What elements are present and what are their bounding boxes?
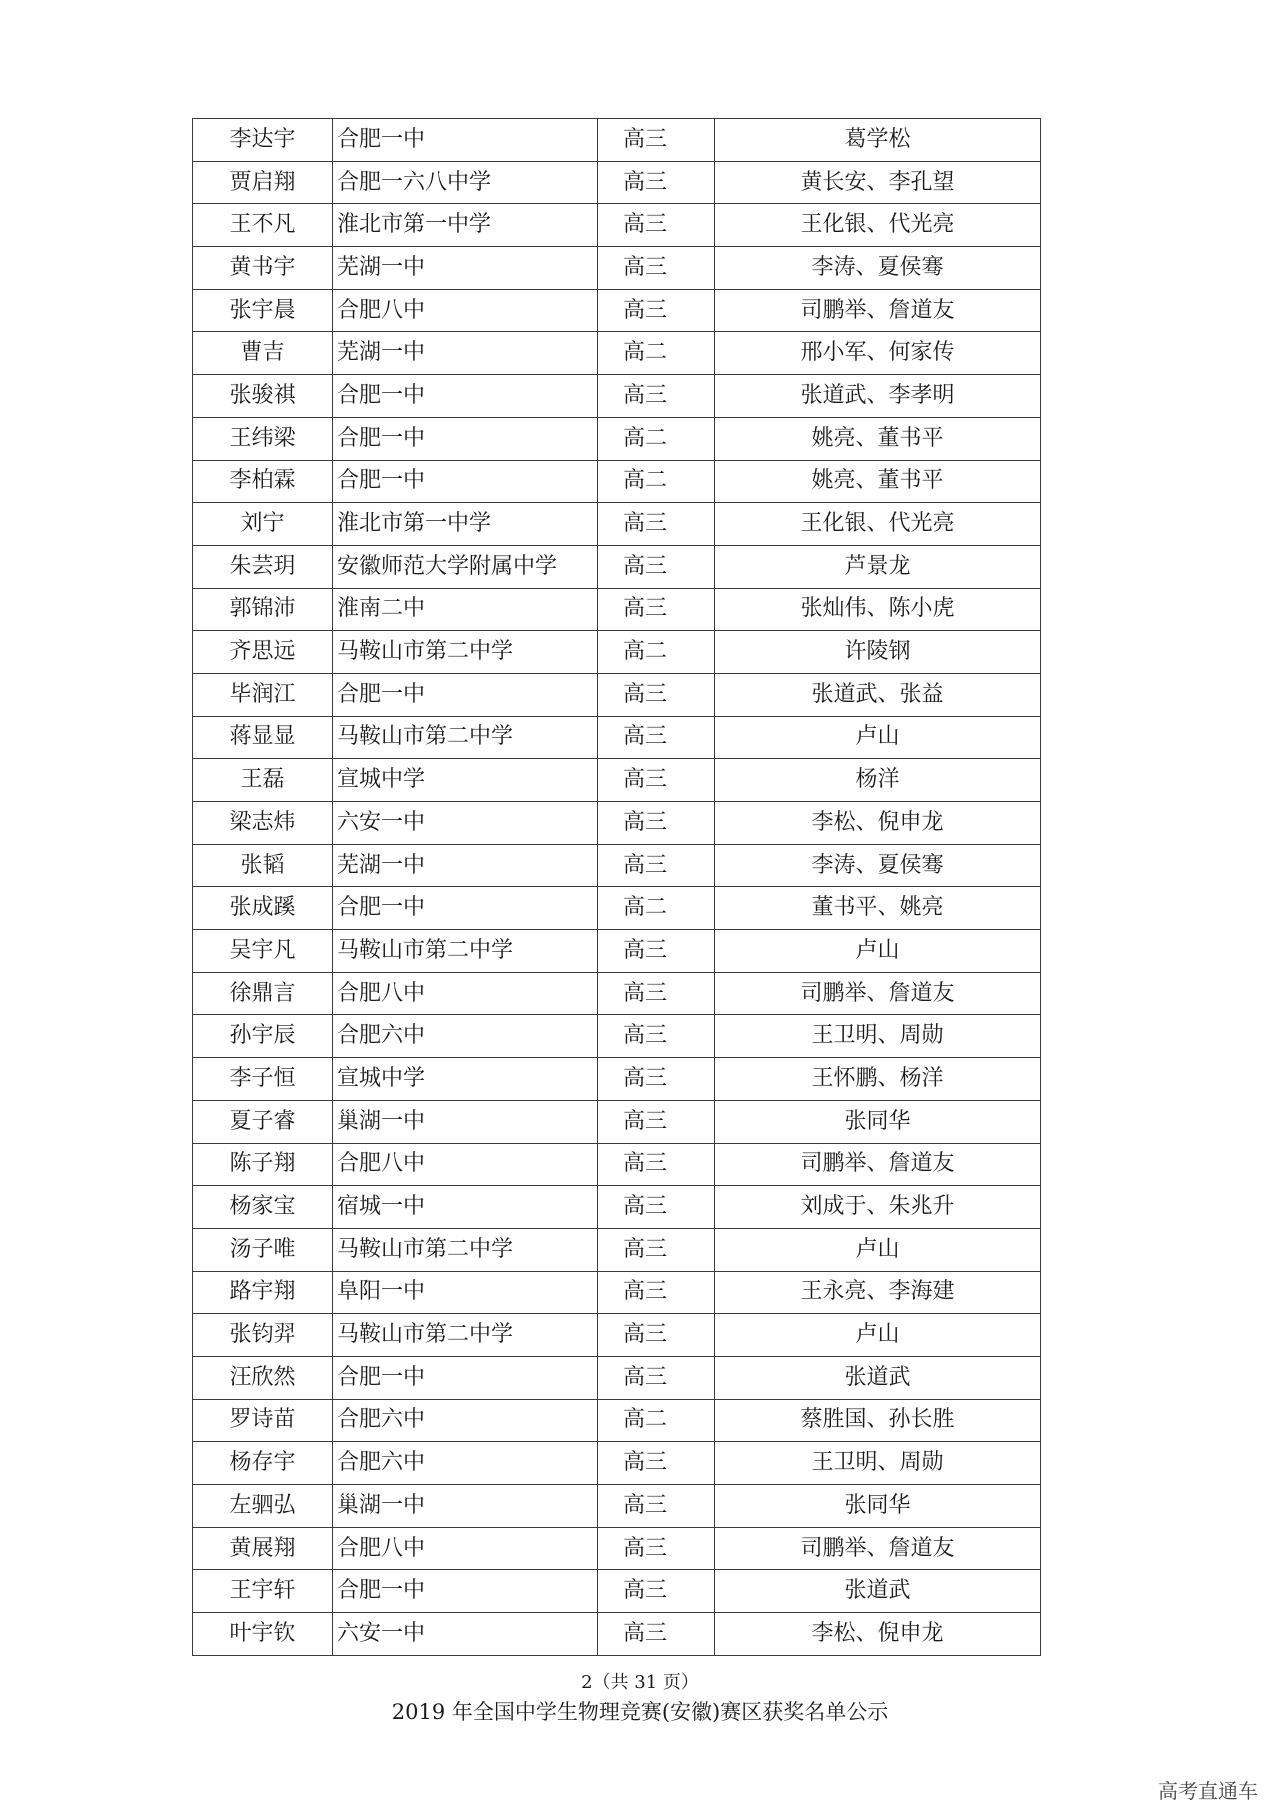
grade-cell: 高三 bbox=[598, 1356, 715, 1399]
school-cell: 合肥一中 bbox=[333, 673, 598, 716]
table-row bbox=[193, 631, 1041, 674]
grade-cell: 高三 bbox=[598, 1442, 715, 1485]
table-row bbox=[193, 1527, 1041, 1570]
school-cell: 淮北市第一中学 bbox=[333, 503, 598, 546]
document-title: 2019 年全国中学生物理竞赛(安徽)赛区获奖名单公示 bbox=[391, 1700, 889, 1724]
table-row bbox=[193, 1058, 1041, 1101]
school-cell: 马鞍山市第二中学 bbox=[333, 1314, 598, 1357]
grade-cell: 高三 bbox=[598, 716, 715, 759]
student-name-cell: 郭锦沛 bbox=[193, 588, 333, 631]
table-row bbox=[193, 375, 1041, 418]
coach-cell: 张道武 bbox=[715, 1356, 1041, 1399]
school-cell: 阜阳一中 bbox=[333, 1271, 598, 1314]
coach-cell: 张灿伟、陈小虎 bbox=[715, 588, 1041, 631]
student-name-cell: 汤子唯 bbox=[193, 1228, 333, 1271]
grade-cell: 高二 bbox=[598, 332, 715, 375]
grade-cell: 高二 bbox=[598, 1399, 715, 1442]
coach-cell: 刘成于、朱兆升 bbox=[715, 1186, 1041, 1229]
student-name-cell: 黄书宇 bbox=[193, 247, 333, 290]
table-row bbox=[193, 1399, 1041, 1442]
student-name-cell: 叶宇钦 bbox=[193, 1613, 333, 1656]
award-list-body bbox=[193, 119, 1041, 1656]
grade-cell: 高三 bbox=[598, 161, 715, 204]
coach-cell: 邢小军、何家传 bbox=[715, 332, 1041, 375]
table-row bbox=[193, 1100, 1041, 1143]
grade-cell: 高三 bbox=[598, 844, 715, 887]
coach-cell: 卢山 bbox=[715, 716, 1041, 759]
coach-cell: 姚亮、董书平 bbox=[715, 460, 1041, 503]
school-cell: 六安一中 bbox=[333, 1613, 598, 1656]
coach-cell: 卢山 bbox=[715, 1314, 1041, 1357]
table-row bbox=[193, 930, 1041, 973]
grade-cell: 高三 bbox=[598, 375, 715, 418]
school-cell: 马鞍山市第二中学 bbox=[333, 716, 598, 759]
school-cell: 马鞍山市第二中学 bbox=[333, 1228, 598, 1271]
school-cell: 合肥一中 bbox=[333, 375, 598, 418]
table-row bbox=[193, 332, 1041, 375]
school-cell: 合肥六中 bbox=[333, 1015, 598, 1058]
coach-cell: 蔡胜国、孙长胜 bbox=[715, 1399, 1041, 1442]
school-cell: 合肥一中 bbox=[333, 460, 598, 503]
student-name-cell: 曹吉 bbox=[193, 332, 333, 375]
grade-cell: 高三 bbox=[598, 972, 715, 1015]
grade-cell: 高二 bbox=[598, 631, 715, 674]
coach-cell: 董书平、姚亮 bbox=[715, 887, 1041, 930]
school-cell: 芜湖一中 bbox=[333, 332, 598, 375]
student-name-cell: 张钧羿 bbox=[193, 1314, 333, 1357]
school-cell: 合肥八中 bbox=[333, 289, 598, 332]
school-cell: 宿城一中 bbox=[333, 1186, 598, 1229]
table-row bbox=[193, 1186, 1041, 1229]
school-cell: 合肥八中 bbox=[333, 1143, 598, 1186]
coach-cell: 司鹏举、詹道友 bbox=[715, 289, 1041, 332]
coach-cell: 黄长安、李孔望 bbox=[715, 161, 1041, 204]
table-row bbox=[193, 972, 1041, 1015]
table-row bbox=[193, 545, 1041, 588]
grade-cell: 高三 bbox=[598, 1100, 715, 1143]
coach-cell: 司鹏举、詹道友 bbox=[715, 972, 1041, 1015]
coach-cell: 王永亮、李海建 bbox=[715, 1271, 1041, 1314]
student-name-cell: 徐鼎言 bbox=[193, 972, 333, 1015]
student-name-cell: 吴宇凡 bbox=[193, 930, 333, 973]
table-row bbox=[193, 417, 1041, 460]
school-cell: 巢湖一中 bbox=[333, 1485, 598, 1528]
school-cell: 合肥八中 bbox=[333, 972, 598, 1015]
table-row bbox=[193, 1015, 1041, 1058]
coach-cell: 张同华 bbox=[715, 1485, 1041, 1528]
grade-cell: 高三 bbox=[598, 247, 715, 290]
student-name-cell: 汪欣然 bbox=[193, 1356, 333, 1399]
student-name-cell: 毕润江 bbox=[193, 673, 333, 716]
student-name-cell: 王磊 bbox=[193, 759, 333, 802]
grade-cell: 高二 bbox=[598, 417, 715, 460]
coach-cell: 李涛、夏侯骞 bbox=[715, 247, 1041, 290]
student-name-cell: 贾启翔 bbox=[193, 161, 333, 204]
table-row bbox=[193, 204, 1041, 247]
student-name-cell: 梁志炜 bbox=[193, 802, 333, 845]
coach-cell: 司鹏举、詹道友 bbox=[715, 1527, 1041, 1570]
coach-cell: 司鹏举、詹道友 bbox=[715, 1143, 1041, 1186]
school-cell: 合肥一六八中学 bbox=[333, 161, 598, 204]
grade-cell: 高二 bbox=[598, 460, 715, 503]
coach-cell: 芦景龙 bbox=[715, 545, 1041, 588]
watermark-logo-text: 高考直通车 bbox=[1158, 1779, 1258, 1803]
school-cell: 芜湖一中 bbox=[333, 844, 598, 887]
table-row bbox=[193, 588, 1041, 631]
school-cell: 安徽师范大学附属中学 bbox=[333, 545, 598, 588]
grade-cell: 高三 bbox=[598, 1228, 715, 1271]
student-name-cell: 孙宇辰 bbox=[193, 1015, 333, 1058]
table-row bbox=[193, 1228, 1041, 1271]
coach-cell: 杨洋 bbox=[715, 759, 1041, 802]
school-cell: 淮南二中 bbox=[333, 588, 598, 631]
grade-cell: 高三 bbox=[598, 673, 715, 716]
coach-cell: 王卫明、周勋 bbox=[715, 1015, 1041, 1058]
table-row bbox=[193, 1485, 1041, 1528]
table-row bbox=[193, 844, 1041, 887]
coach-cell: 王怀鹏、杨洋 bbox=[715, 1058, 1041, 1101]
grade-cell: 高三 bbox=[598, 1314, 715, 1357]
grade-cell: 高三 bbox=[598, 1058, 715, 1101]
table-row bbox=[193, 119, 1041, 162]
table-row bbox=[193, 1314, 1041, 1357]
coach-cell: 许陵钢 bbox=[715, 631, 1041, 674]
table-row bbox=[193, 1143, 1041, 1186]
student-name-cell: 李柏霖 bbox=[193, 460, 333, 503]
student-name-cell: 张骏祺 bbox=[193, 375, 333, 418]
coach-cell: 王化银、代光亮 bbox=[715, 503, 1041, 546]
table-row bbox=[193, 759, 1041, 802]
school-cell: 马鞍山市第二中学 bbox=[333, 930, 598, 973]
student-name-cell: 刘宁 bbox=[193, 503, 333, 546]
student-name-cell: 路宇翔 bbox=[193, 1271, 333, 1314]
table-row bbox=[193, 1442, 1041, 1485]
school-cell: 合肥一中 bbox=[333, 887, 598, 930]
coach-cell: 卢山 bbox=[715, 930, 1041, 973]
table-row bbox=[193, 503, 1041, 546]
grade-cell: 高三 bbox=[598, 1613, 715, 1656]
table-row bbox=[193, 289, 1041, 332]
student-name-cell: 张韬 bbox=[193, 844, 333, 887]
school-cell: 合肥一中 bbox=[333, 1570, 598, 1613]
school-cell: 巢湖一中 bbox=[333, 1100, 598, 1143]
grade-cell: 高二 bbox=[598, 887, 715, 930]
table-row bbox=[193, 716, 1041, 759]
student-name-cell: 李子恒 bbox=[193, 1058, 333, 1101]
coach-cell: 张道武、张益 bbox=[715, 673, 1041, 716]
grade-cell: 高三 bbox=[598, 1527, 715, 1570]
school-cell: 合肥八中 bbox=[333, 1527, 598, 1570]
coach-cell: 李松、倪申龙 bbox=[715, 802, 1041, 845]
student-name-cell: 黄展翔 bbox=[193, 1527, 333, 1570]
school-cell: 合肥六中 bbox=[333, 1442, 598, 1485]
school-cell: 芜湖一中 bbox=[333, 247, 598, 290]
student-name-cell: 罗诗苗 bbox=[193, 1399, 333, 1442]
student-name-cell: 王纬梁 bbox=[193, 417, 333, 460]
school-cell: 合肥一中 bbox=[333, 119, 598, 162]
school-cell: 合肥一中 bbox=[333, 1356, 598, 1399]
grade-cell: 高三 bbox=[598, 545, 715, 588]
page-number: 2（共 31 页） bbox=[581, 1672, 699, 1693]
grade-cell: 高三 bbox=[598, 588, 715, 631]
school-cell: 马鞍山市第二中学 bbox=[333, 631, 598, 674]
grade-cell: 高三 bbox=[598, 1271, 715, 1314]
student-name-cell: 齐思远 bbox=[193, 631, 333, 674]
grade-cell: 高三 bbox=[598, 930, 715, 973]
school-cell: 六安一中 bbox=[333, 802, 598, 845]
student-name-cell: 左驷弘 bbox=[193, 1485, 333, 1528]
table-row bbox=[193, 460, 1041, 503]
award-list-table bbox=[192, 118, 1041, 1656]
table-row bbox=[193, 1613, 1041, 1656]
student-name-cell: 夏子睿 bbox=[193, 1100, 333, 1143]
table-row bbox=[193, 161, 1041, 204]
table-row bbox=[193, 887, 1041, 930]
student-name-cell: 陈子翔 bbox=[193, 1143, 333, 1186]
coach-cell: 李松、倪申龙 bbox=[715, 1613, 1041, 1656]
student-name-cell: 朱芸玥 bbox=[193, 545, 333, 588]
student-name-cell: 李达宇 bbox=[193, 119, 333, 162]
grade-cell: 高三 bbox=[598, 1015, 715, 1058]
coach-cell: 卢山 bbox=[715, 1228, 1041, 1271]
grade-cell: 高三 bbox=[598, 1143, 715, 1186]
student-name-cell: 蒋显显 bbox=[193, 716, 333, 759]
student-name-cell: 杨存宇 bbox=[193, 1442, 333, 1485]
coach-cell: 葛学松 bbox=[715, 119, 1041, 162]
coach-cell: 张道武、李孝明 bbox=[715, 375, 1041, 418]
table-row bbox=[193, 1356, 1041, 1399]
coach-cell: 王卫明、周勋 bbox=[715, 1442, 1041, 1485]
grade-cell: 高三 bbox=[598, 1570, 715, 1613]
table-row bbox=[193, 802, 1041, 845]
school-cell: 宣城中学 bbox=[333, 1058, 598, 1101]
grade-cell: 高三 bbox=[598, 289, 715, 332]
student-name-cell: 张成蹊 bbox=[193, 887, 333, 930]
school-cell: 合肥一中 bbox=[333, 417, 598, 460]
school-cell: 淮北市第一中学 bbox=[333, 204, 598, 247]
coach-cell: 张道武 bbox=[715, 1570, 1041, 1613]
student-name-cell: 王不凡 bbox=[193, 204, 333, 247]
grade-cell: 高三 bbox=[598, 759, 715, 802]
coach-cell: 张同华 bbox=[715, 1100, 1041, 1143]
table-row bbox=[193, 1271, 1041, 1314]
grade-cell: 高三 bbox=[598, 1485, 715, 1528]
grade-cell: 高三 bbox=[598, 503, 715, 546]
grade-cell: 高三 bbox=[598, 1186, 715, 1229]
grade-cell: 高三 bbox=[598, 802, 715, 845]
school-cell: 合肥六中 bbox=[333, 1399, 598, 1442]
grade-cell: 高三 bbox=[598, 119, 715, 162]
student-name-cell: 杨家宝 bbox=[193, 1186, 333, 1229]
coach-cell: 李涛、夏侯骞 bbox=[715, 844, 1041, 887]
table-row bbox=[193, 247, 1041, 290]
coach-cell: 姚亮、董书平 bbox=[715, 417, 1041, 460]
table-row bbox=[193, 1570, 1041, 1613]
grade-cell: 高三 bbox=[598, 204, 715, 247]
coach-cell: 王化银、代光亮 bbox=[715, 204, 1041, 247]
student-name-cell: 王宇轩 bbox=[193, 1570, 333, 1613]
table-row bbox=[193, 673, 1041, 716]
student-name-cell: 张宇晨 bbox=[193, 289, 333, 332]
school-cell: 宣城中学 bbox=[333, 759, 598, 802]
